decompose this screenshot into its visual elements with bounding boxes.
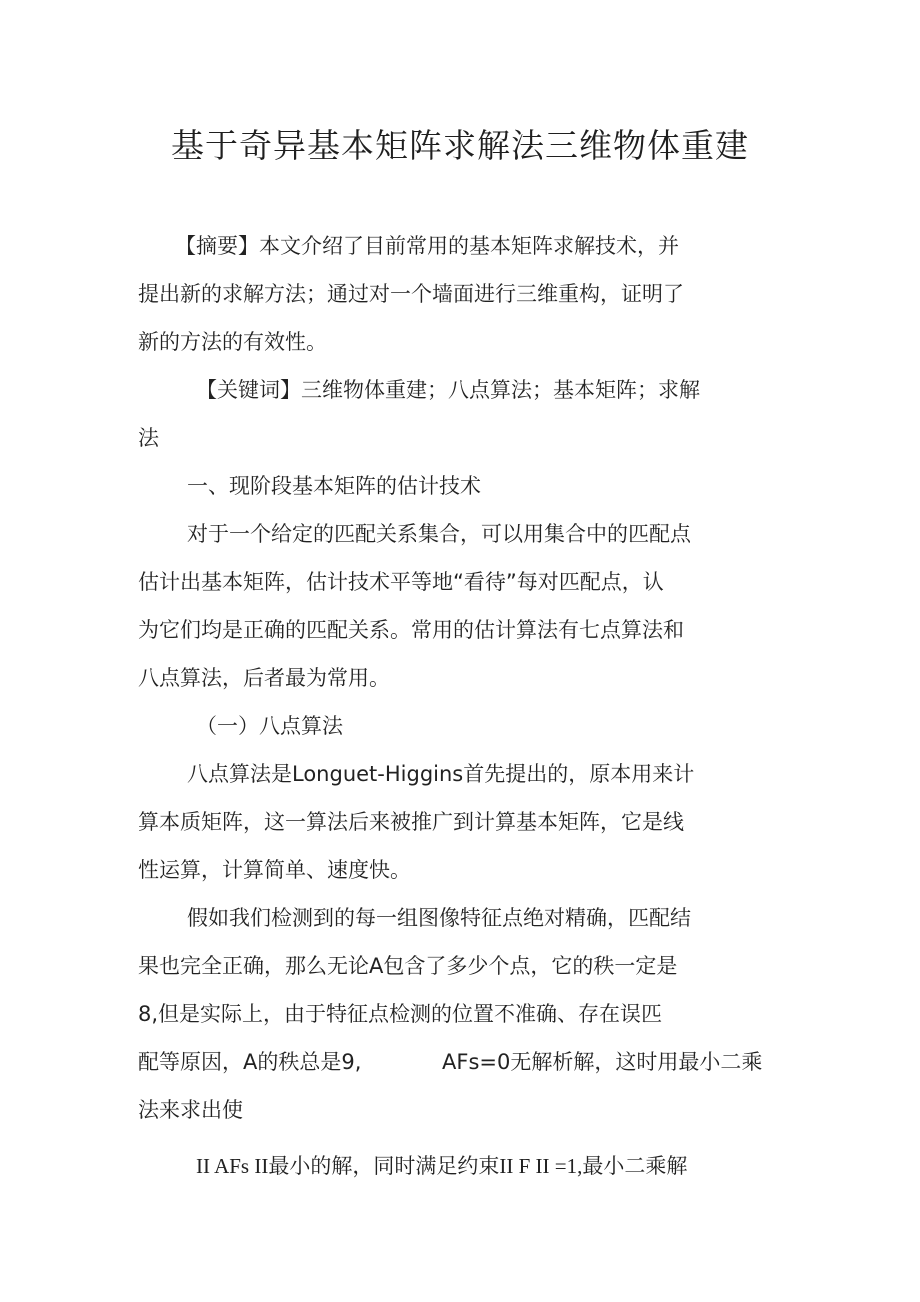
paragraph-2-line-2: 算本质矩阵，这一算法后来被推广到计算基本矩阵，它是线 xyxy=(138,810,684,834)
paragraph-3-line-4b: AFs=0无解析解，这时用最小二乘 xyxy=(442,1050,763,1074)
paragraph-3-line-1: 假如我们检测到的每一组图像特征点绝对精确，匹配结 xyxy=(187,906,691,930)
paragraph-3-line-2: 果也完全正确，那么无论A包含了多少个点，它的秩一定是 xyxy=(138,954,678,978)
abstract-line-3: 新的方法的有效性。 xyxy=(138,330,327,354)
paragraph-4-line-1: II AFs II最小的解，同时满足约束II F II =1,最小二乘解 xyxy=(196,1154,688,1178)
abstract-line-1: 【摘要】本文介绍了目前常用的基本矩阵求解技术，并 xyxy=(175,234,679,258)
subsection-heading-1: （一）八点算法 xyxy=(196,714,343,738)
paragraph-2-line-3: 性运算，计算简单、速度快。 xyxy=(138,858,411,882)
paragraph-1-line-1: 对于一个给定的匹配关系集合，可以用集合中的匹配点 xyxy=(187,522,691,546)
paragraph-1-line-4: 八点算法，后者最为常用。 xyxy=(138,666,390,690)
paragraph-3-line-3: 8,但是实际上，由于特征点检测的位置不准确、存在误匹 xyxy=(138,1002,663,1026)
paragraph-2-line-1: 八点算法是Longuet-Higgins首先提出的，原本用来计 xyxy=(187,762,695,786)
paragraph-3-line-5: 法来求出使 xyxy=(138,1098,243,1122)
section-heading-1: 一、现阶段基本矩阵的估计技术 xyxy=(187,474,481,498)
keywords-line-2: 法 xyxy=(138,426,159,450)
document-title: 基于奇异基本矩阵求解法三维物体重建 xyxy=(171,126,749,165)
paragraph-1-line-3: 为它们均是正确的匹配关系。常用的估计算法有七点算法和 xyxy=(138,618,684,642)
paragraph-3-line-4a: 配等原因，A的秩总是9, xyxy=(138,1050,362,1074)
keywords-line-1: 【关键词】三维物体重建；八点算法；基本矩阵；求解 xyxy=(196,378,700,402)
abstract-line-2: 提出新的求解方法；通过对一个墙面进行三维重构，证明了 xyxy=(138,282,684,306)
paragraph-1-line-2: 估计出基本矩阵，估计技术平等地“看待”每对匹配点，认 xyxy=(138,570,664,594)
